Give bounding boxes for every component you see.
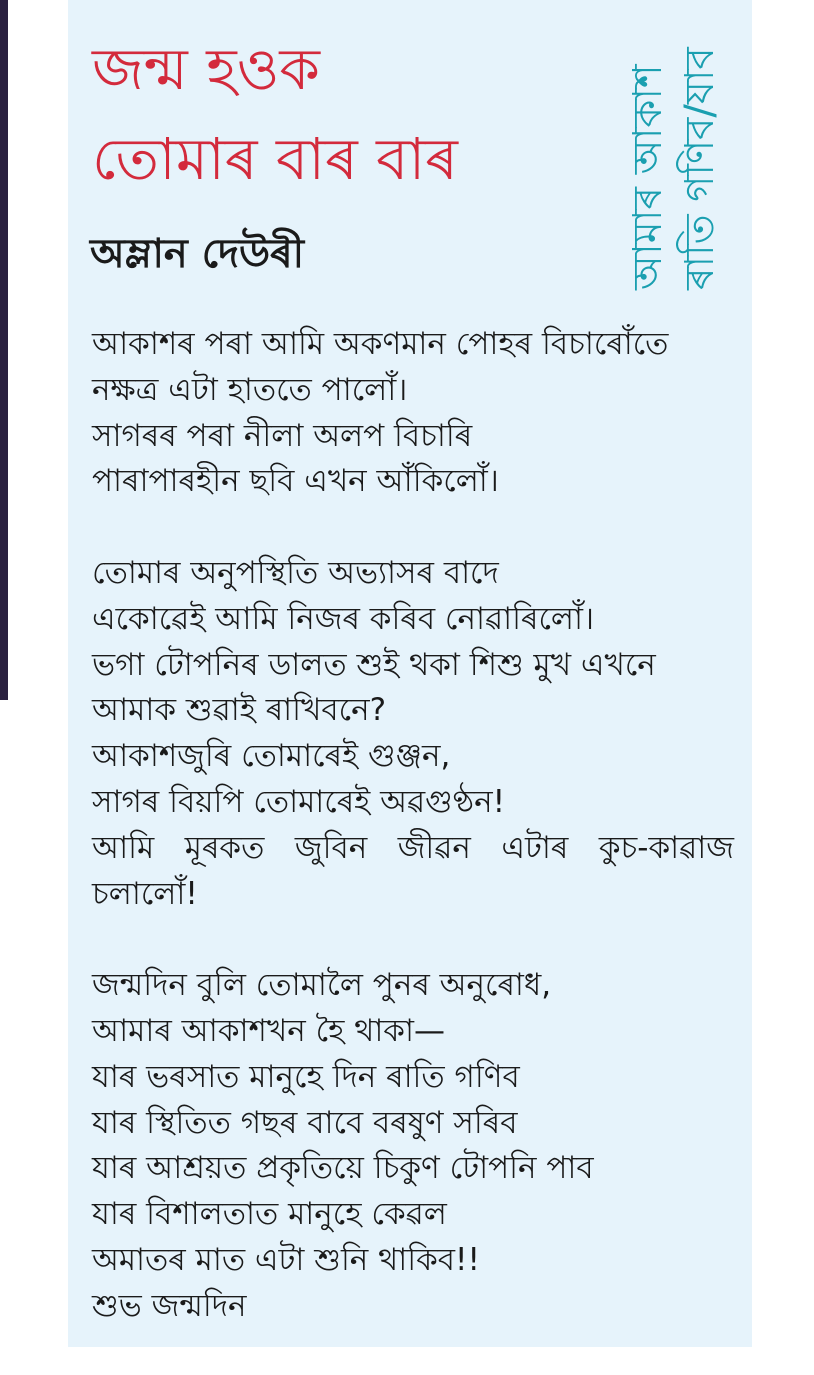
poem-body	[92, 322, 734, 1375]
side-heading-line-1: আমাৰ আকাশ	[625, 64, 671, 290]
poem-line: সাগৰৰ পৰা নীলা অলপ বিচাৰি	[92, 417, 473, 454]
poem-line: অমাতৰ মাত এটা শুনি থাকিব!!	[92, 1241, 480, 1278]
poem-line: আমাক শুৱাই ৰাখিবনে?	[92, 692, 387, 729]
poem-line: যাৰ আশ্ৰয়ত প্ৰকৃতিয়ে চিকুণ টোপনি পাব	[92, 1150, 594, 1187]
poem-line: পাৰাপাৰহীন ছবি এখন আঁকিলোঁ।	[92, 463, 499, 500]
poem-line: একোৱেই আমি নিজৰ কৰিব নোৱাৰিলোঁ।	[92, 600, 595, 637]
side-heading-line-2: ৰাতি গণিব/যাব	[677, 47, 723, 290]
poem-line: তোমাৰ অনুপস্থিতি অভ্যাসৰ বাদে	[92, 554, 499, 591]
poem-line: চলালোঁ!	[92, 875, 198, 912]
poem-line: আমাৰ আকাশখন হৈ থাকা—	[92, 1012, 445, 1049]
poem-line: যাৰ বিশালতাত মানুহে কেৱল	[92, 1196, 447, 1233]
stanza-2	[92, 551, 734, 917]
poem-line: আমি মূৰকত জুবিন জীৱন এটাৰ কুচ-কাৱাজ	[92, 829, 734, 866]
poem-title-line-1: জন্ম হওক	[92, 35, 320, 103]
poem-line: যাৰ ভৰসাত মানুহে দিন ৰাতি গণিব	[92, 1058, 520, 1095]
poem-line: ভগা টোপনিৰ ডালত শুই থকা শিশু মুখ এখনে	[92, 646, 656, 683]
poem-line: জন্মদিন বুলি তোমালৈ পুনৰ অনুৰোধ,	[92, 967, 552, 1004]
poem-line: শুভ জন্মদিন	[92, 1287, 247, 1324]
stanza-1	[92, 322, 734, 505]
poem-line: নক্ষত্ৰ এটা হাততে পালোঁ।	[92, 371, 408, 408]
poem-line: আকাশৰ পৰা আমি অকণমান পোহৰ বিচাৰোঁতে	[92, 326, 669, 362]
poem-line: সাগৰ বিয়পি তোমাৰেই অৱগুণ্ঠন!	[92, 783, 506, 820]
poem-title-line-2: তোমাৰ বাৰ বাৰ	[92, 125, 458, 193]
stanza-3	[92, 963, 734, 1329]
poem-line: যাৰ স্থিতিত গছৰ বাবে বৰষুণ সৰিব	[92, 1104, 518, 1141]
poem-line: আকাশজুৰি তোমাৰেই গুঞ্জন,	[92, 738, 451, 775]
adjacent-image-edge	[0, 0, 8, 700]
author-name: অম্লান দেউৰী	[90, 231, 305, 277]
